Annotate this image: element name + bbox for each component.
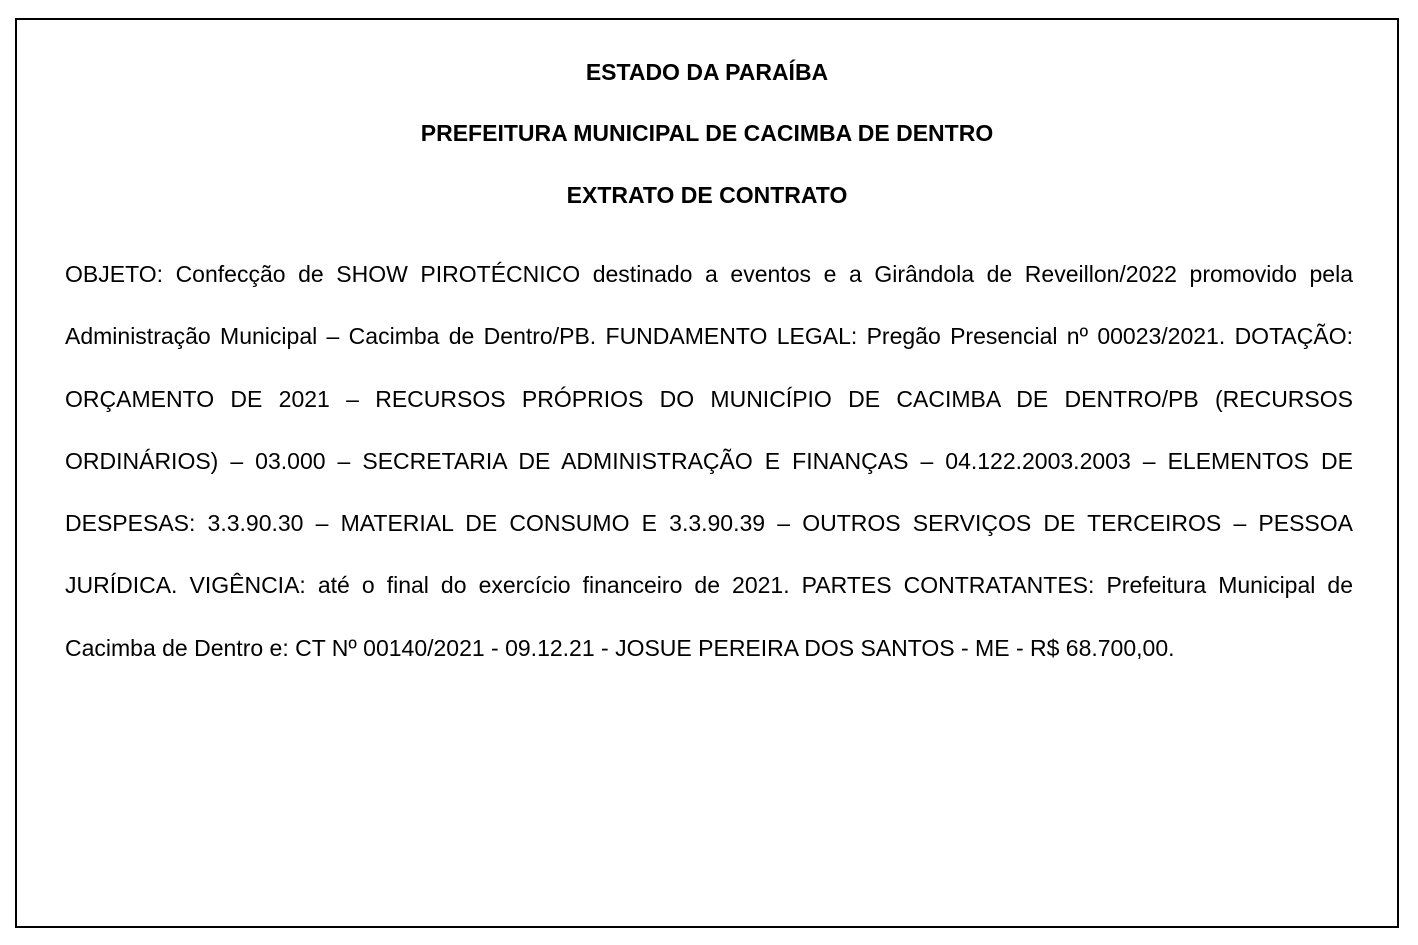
city-hall-heading: PREFEITURA MUNICIPAL DE CACIMBA DE DENTRO xyxy=(420,120,994,146)
contract-extract-body: OBJETO: Confecção de SHOW PIROTÉCNICO destinado a eventos e a Girândola de Reveillon/2022 promovido pela Administração Municipal – Cacimba de Dentro/PB. FUNDAMENTO LEGAL: Pregão Presencial nº 00023/2021. DOTAÇÃO: ORÇAMENTO DE 2021 – RECURSOS PRÓPRIOS DO MUNICÍPIO DE CACIMBA DE DENTRO/PB (RECURSOS ORDINÁRIOS) – 03.000 – SECRETARIA DE ADMINISTRAÇÃO E FINANÇAS – 04.122.2003.2003 – ELEMENTOS DE DESPESAS: 3.3.90.30 – MATERIAL DE CONSUMO E 3.3.90.39 – OUTROS SERVIÇOS DE TERCEIROS – PESSOA JURÍDICA. VIGÊNCIA: até o final do exercício financeiro de 2021. PARTES CONTRATANTES: Prefeitura Municipal de Cacimba de Dentro e: CT Nº 00140/2021 - 09.12.21 - JOSUE PEREIRA DOS SANTOS - ME - R$ 68.700,00. xyxy=(65,261,1353,661)
document-type-heading: EXTRATO DE CONTRATO xyxy=(566,182,848,208)
document-frame xyxy=(15,18,1399,928)
state-heading: ESTADO DA PARAÍBA xyxy=(585,59,829,85)
